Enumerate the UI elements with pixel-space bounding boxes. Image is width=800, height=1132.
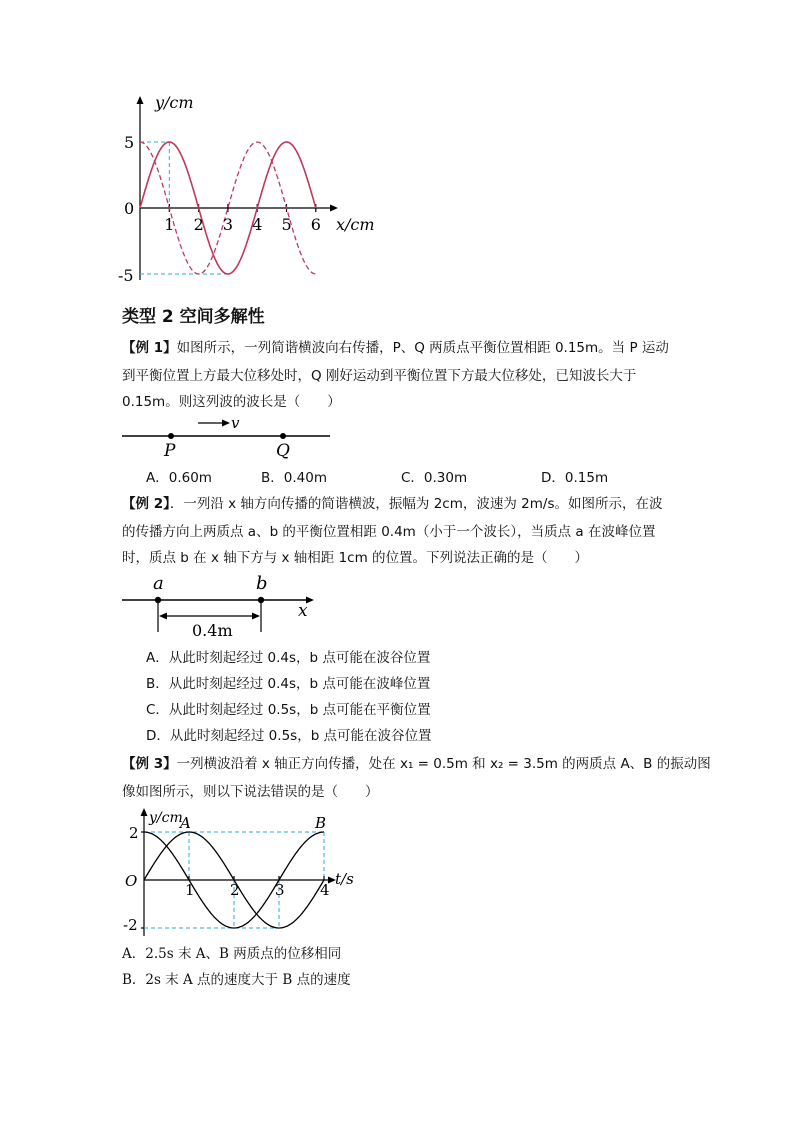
ex3-t-tick-label: 2 <box>230 881 240 899</box>
x-axis-arrow <box>330 205 338 212</box>
ex1-line3: 0.15m。则这列波的波长是（ ） <box>122 394 341 410</box>
ex2-option-b: B．从此时刻起经过 0.4s，b 点可能在波峰位置 <box>146 676 431 692</box>
ex3-y-axis-arrow <box>141 808 148 816</box>
wave-graph-top <box>110 90 380 290</box>
y-tick-neg5: -5 <box>118 266 134 285</box>
ex3-b-label: B <box>315 814 327 832</box>
ex3-t-tick-label: 4 <box>320 881 330 899</box>
ex2-line2: 的传播方向上两质点 a、b 的平衡位置相距 0.4m（小于一个波长），当质点 a 在波峰位置 <box>122 524 656 540</box>
x-tick-label: 2 <box>193 215 204 234</box>
ex1-figure <box>118 414 338 460</box>
ex2-option-d: D．从此时刻起经过 0.5s，b 点可能在波谷位置 <box>146 728 432 744</box>
ex1-option-a: A．0.60m <box>146 470 212 486</box>
ex3-y-axis-label: y/cm <box>149 810 183 826</box>
ex3-tag: 【例 3】 <box>122 756 177 772</box>
x-tick-label: 1 <box>164 215 175 234</box>
ex3-text1: 一列横波沿着 x 轴正方向传播，处在 x₁ = 0.5m 和 x₂ = 3.5m 的两质点 A、B 的振动图 <box>176 756 711 772</box>
x-axis-label: x/cm <box>336 215 375 234</box>
ex1-text1: 如图所示，一列简谐横波向右传播，P、Q 两质点平衡位置相距 0.15m。当 P 运动 <box>176 340 669 356</box>
ex1-option-b: B．0.40m <box>261 470 327 486</box>
y-axis-label: y/cm <box>155 93 194 112</box>
ex3-option-a: A．2.5s 末 A、B 两质点的位移相同 <box>122 946 342 962</box>
section-title: 类型 2 空间多解性 <box>122 307 265 327</box>
ex2-text1: ．一列沿 x 轴方向传播的简谐横波，振幅为 2cm，波速为 2m/s。如图所示，在波 <box>169 496 663 512</box>
ex3-t-tick-label: 1 <box>185 881 195 899</box>
ex3-t-axis-label: t/s <box>335 870 354 888</box>
ex2-b-label: b <box>256 573 268 594</box>
x-tick-label: 5 <box>281 215 292 234</box>
ex1-tag: 【例 1】 <box>122 340 177 356</box>
ex1-v-label: v <box>231 414 240 432</box>
ex1-velocity-arrowhead <box>222 420 230 427</box>
ex2-line3: 时，质点 b 在 x 轴下方与 x 轴相距 1cm 的位置。下列说法正确的是（ ） <box>122 550 589 566</box>
ex1-option-c: C．0.30m <box>401 470 468 486</box>
ex3-option-b: B．2s 末 A 点的速度大于 B 点的速度 <box>122 972 351 988</box>
ex2-line1 <box>122 494 662 514</box>
ex3-origin-label: O <box>125 872 138 890</box>
x-tick-label: 3 <box>222 215 234 234</box>
ex3-line1 <box>122 754 711 774</box>
ex2-a-label: a <box>153 573 164 594</box>
x-tick-label: 6 <box>310 215 321 234</box>
x-tick-label: 4 <box>252 215 263 234</box>
ex1-q-label: Q <box>276 441 290 460</box>
ex2-dim-arrow-right <box>252 613 260 620</box>
ex3-t-tick-label: 3 <box>275 881 285 899</box>
ex2-tag: 【例 2】 <box>122 496 170 512</box>
ex1-option-d: D．0.15m <box>541 470 609 486</box>
ex1-point-q <box>280 433 286 439</box>
y-tick-0: 0 <box>124 199 135 218</box>
ex1-p-label: P <box>164 441 176 460</box>
ex3-line2: 像如图所示，则以下说法错误的是（ ） <box>122 784 379 800</box>
ex3-y-tick-2: 2 <box>129 824 139 842</box>
ex2-figure <box>118 570 328 642</box>
ex3-vibration-graph <box>122 804 362 942</box>
y-tick-5: 5 <box>124 133 135 152</box>
ex2-dim-arrow-left <box>159 613 167 620</box>
ex1-line2: 到平衡位置上方最大位移处时，Q 刚好运动到平衡位置下方最大位移处，已知波长大于 <box>122 368 637 384</box>
ex3-a-label: A <box>180 814 191 832</box>
ex2-option-c: C．从此时刻起经过 0.5s，b 点可能在平衡位置 <box>146 702 431 718</box>
ex1-line1 <box>122 338 669 358</box>
y-axis-arrow <box>137 96 144 104</box>
ex2-dist-label: 0.4m <box>192 621 233 640</box>
ex2-option-a: A．从此时刻起经过 0.4s，b 点可能在波谷位置 <box>146 650 431 666</box>
ex2-x-label: x <box>298 601 308 621</box>
ex3-y-tick-neg2: -2 <box>123 916 138 934</box>
ex1-point-p <box>168 433 174 439</box>
